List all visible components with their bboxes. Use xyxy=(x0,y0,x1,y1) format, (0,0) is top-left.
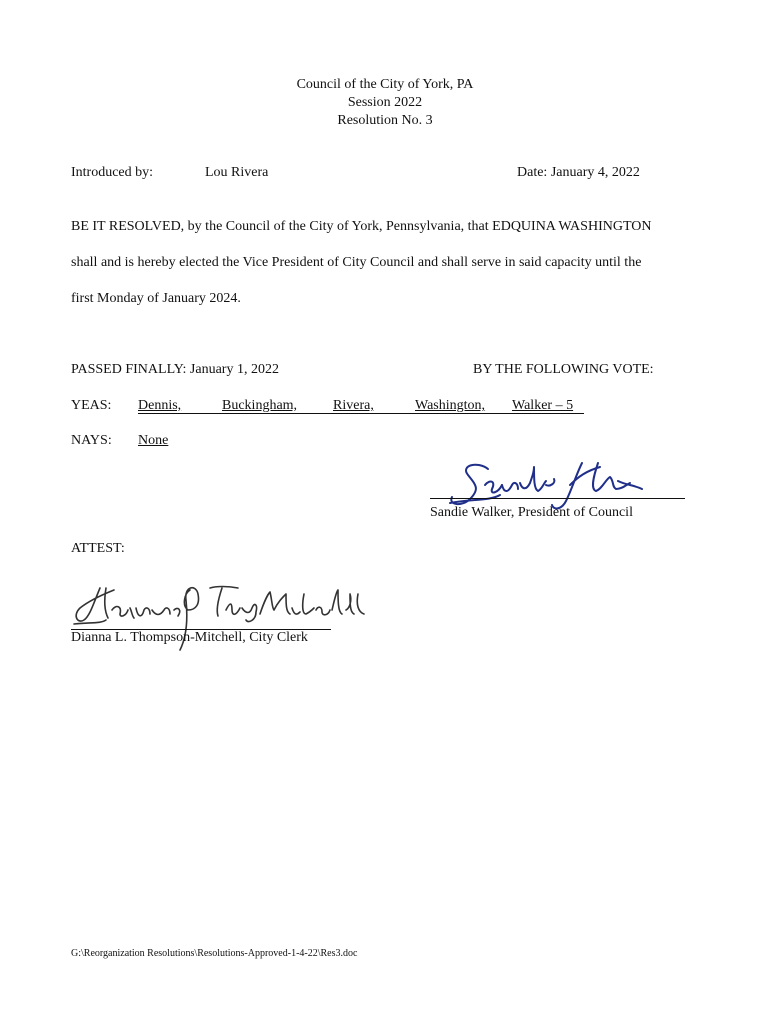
body-line-3: first Monday of January 2024. xyxy=(71,291,241,306)
clerk-signature xyxy=(60,580,370,660)
yea-voter: Washington, xyxy=(415,398,486,413)
clerk-caption: Dianna L. Thompson-Mitchell, City Clerk xyxy=(71,630,308,645)
introduced-by-name: Lou Rivera xyxy=(205,165,269,180)
body-line-2: shall and is hereby elected the Vice President of City Council and shall serve in said capacity until the xyxy=(71,255,642,270)
header-session: Session 2022 xyxy=(347,95,423,110)
yea-voter: Rivera, xyxy=(333,398,374,413)
passed-finally: PASSED FINALLY: January 1, 2022 xyxy=(71,362,279,377)
resolution-date: Date: January 4, 2022 xyxy=(517,165,640,180)
nays-label: NAYS: xyxy=(71,433,112,448)
yeas-label: YEAS: xyxy=(71,398,112,413)
yea-voter: Dennis, xyxy=(138,398,182,413)
header-resolution-number: Resolution No. 3 xyxy=(337,113,433,128)
yeas-underline xyxy=(138,413,584,414)
yea-voter: Buckingham, xyxy=(222,398,298,413)
nays-value: None xyxy=(138,433,169,448)
header-council: Council of the City of York, PA xyxy=(296,77,474,92)
by-following-vote: BY THE FOLLOWING VOTE: xyxy=(473,362,654,377)
body-line-1: BE IT RESOLVED, by the Council of the City of York, Pennsylvania, that EDQUINA WASHINGTON xyxy=(71,219,652,234)
introduced-by-label: Introduced by: xyxy=(71,165,154,180)
president-caption: Sandie Walker, President of Council xyxy=(430,505,633,520)
yea-voter-total: Walker – 5 xyxy=(512,398,574,413)
president-signature-line xyxy=(430,498,685,499)
footer-file-path: G:\Reorganization Resolutions\Resolutions-Approved-1-4-22\Res3.doc xyxy=(71,948,358,959)
attest-label: ATTEST: xyxy=(71,541,125,556)
